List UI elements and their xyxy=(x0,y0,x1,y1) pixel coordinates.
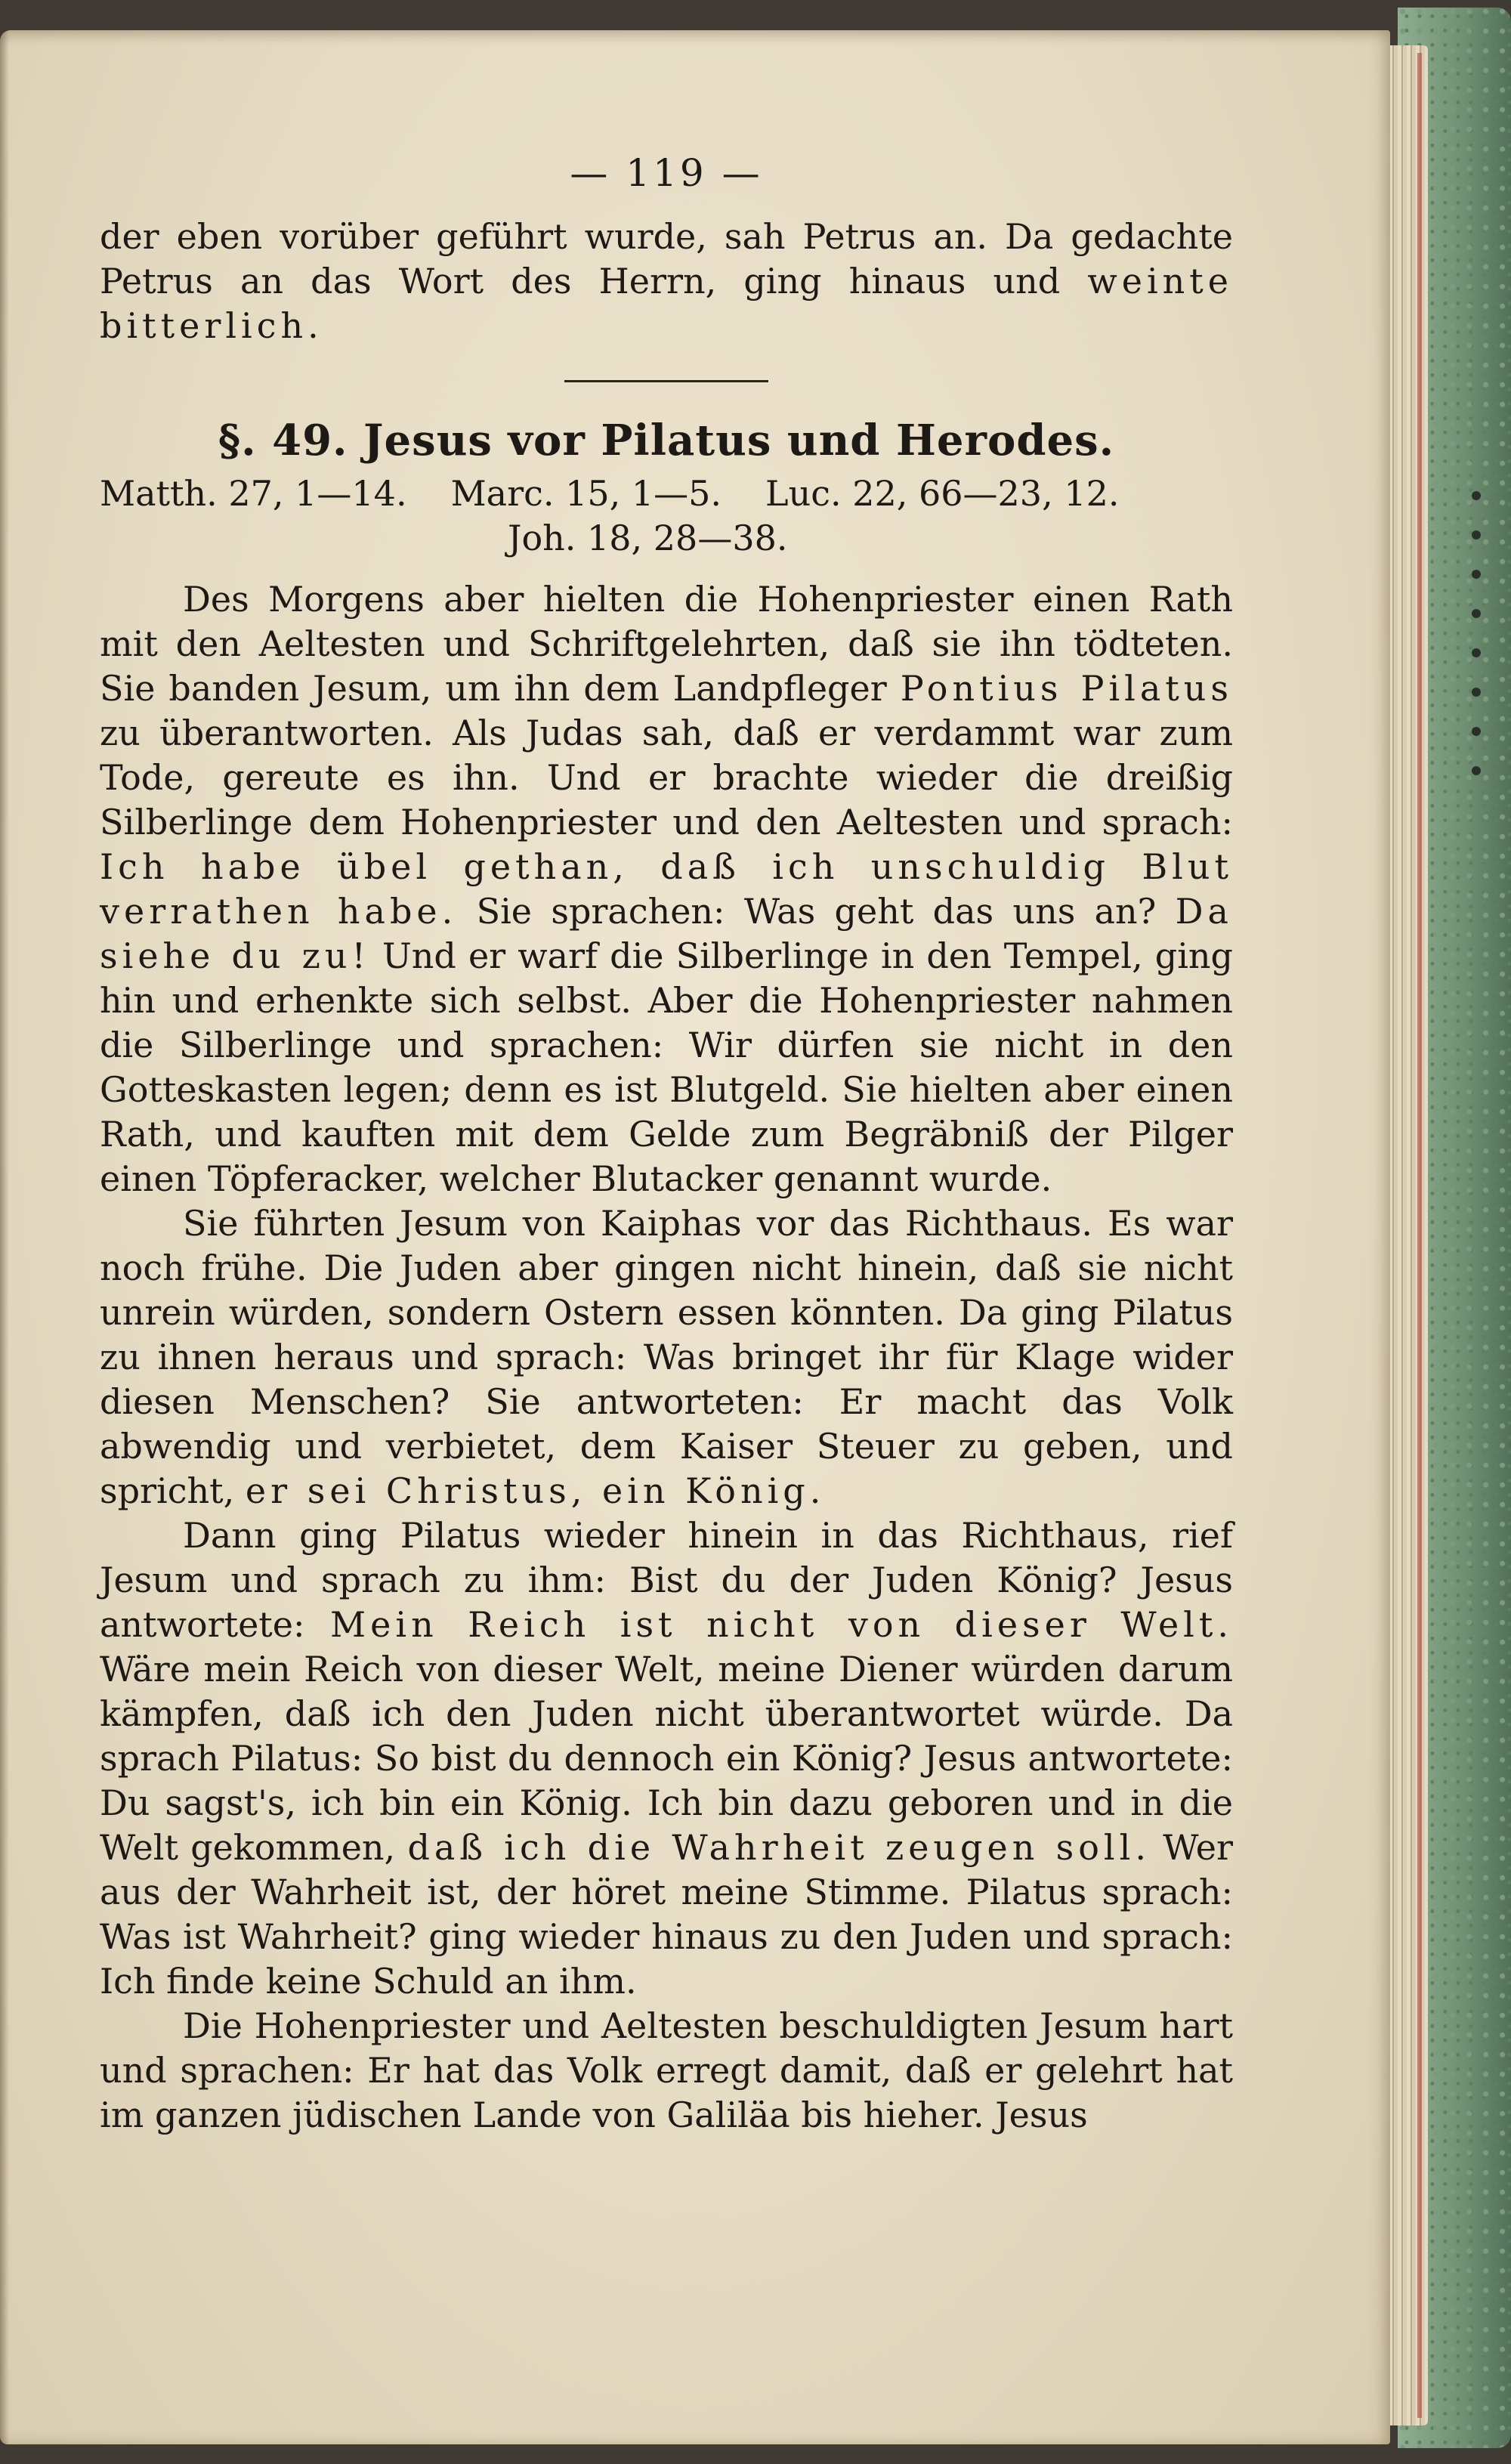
gutter-shadow xyxy=(0,30,9,2444)
paragraph-3-text-b: Wäre mein Reich von dieser Welt, meine Diener würden darum kämpfen, daß ich den Juden nicht überantwortet würde. Da sprach Pilatus: So bist du dennoch ein König? Jesus antwortete: Du sagst's, ich bin ein König. Ich bin dazu geboren und in die Welt gekommen, xyxy=(100,1649,1233,1868)
paragraph-2-text: Sie führten Jesum von Kaiphas vor das Richthaus. Es war noch frühe. Die Juden aber gingen nicht hinein, daß sie nicht unrein würden, sondern Ostern essen könnten. Da ging Pilatus zu ihnen heraus und sprach: Was bringet ihr für Klage wider diesen Menschen? Sie antworteten: Er macht das Volk abwendig und verbietet, dem Kaiser Steuer zu geben, und spricht, xyxy=(100,1203,1233,1511)
paragraph-1-quote-2: Da siehe du zu! xyxy=(100,891,1233,976)
page-number: — 119 — xyxy=(570,151,763,195)
paragraph-1-text-b: zu überantworten. Als Judas sah, daß er verdammt war zum Tode, gereute es ihn. Und er brachte wieder die dreißig Silberlinge dem Hohenpriester und den Aeltesten und sprach: xyxy=(100,713,1233,842)
reference-line-1 xyxy=(100,471,1233,516)
cover-dot-pattern xyxy=(1472,491,1482,775)
section-divider xyxy=(564,380,768,382)
reference-line-2 xyxy=(100,516,1233,561)
paragraph-1-quote-1: Ich habe übel gethan, daß ich unschuldig Blut verrathen habe. xyxy=(100,846,1233,932)
page-content xyxy=(100,151,1233,2138)
reference-john: Joh. 18, 28—38. xyxy=(508,518,788,558)
paragraph-1-name: Pontius Pilatus xyxy=(900,668,1234,709)
reference-mark: Marc. 15, 1—5. xyxy=(450,473,722,514)
paragraph-2-spaced: er sei Christus, ein König. xyxy=(245,1470,826,1511)
paragraph-1 xyxy=(100,577,1233,1201)
intro-text: der eben vorüber geführt wurde, sah Petrus an. Da gedachte Petrus an das Wort des Herrn, ging hinaus und xyxy=(100,216,1233,301)
reference-matthew: Matth. 27, 1—14. xyxy=(100,473,407,514)
paragraph-1-text-d: Und er warf die Silberlinge in den Tempel, ging hin und erhenkte sich selbst. Aber die Hohenpriester nahmen die Silberlinge und sprachen: Wir dürfen sie nicht in den Gotteskasten legen; denn es ist Blutgeld. Sie hielten aber einen Rath, und kauften mit dem Gelde zum Begräbniß der Pilger einen Töpferacker, welcher Blutacker genannt wurde. xyxy=(100,935,1233,1199)
intro-spaced-text: weinte bitterlich. xyxy=(100,261,1233,346)
intro-paragraph xyxy=(100,215,1233,348)
paragraph-1-text-c: Sie sprachen: Was geht das uns an? xyxy=(457,891,1176,932)
paragraph-3-spaced-2: daß ich die Wahrheit zeugen soll. xyxy=(407,1827,1151,1868)
paragraph-1-text-a: Des Morgens aber hielten die Hohenpriester einen Rath mit den Aeltesten und Schriftgelehrten, daß sie ihn tödteten. Sie banden Jesum, um ihn dem Landpfleger xyxy=(100,579,1233,709)
red-page-edge xyxy=(1417,53,1422,2418)
paragraph-3 xyxy=(100,1513,1233,2004)
scripture-references xyxy=(100,471,1233,561)
page-stack-edge xyxy=(1389,45,1428,2425)
paragraph-3-text-c: Wer aus der Wahrheit ist, der höret meine Stimme. Pilatus sprach: Was ist Wahrheit? ging wieder hinaus zu den Juden und sprach: Ich finde keine Schuld an ihm. xyxy=(100,1827,1233,2002)
reference-luke: Luc. 22, 66—23, 12. xyxy=(765,473,1120,514)
paragraph-3-spaced-1: Mein Reich ist nicht von dieser Welt. xyxy=(330,1604,1233,1645)
paragraph-2 xyxy=(100,1201,1233,1513)
section-heading: §. 49. Jesus vor Pilatus und Herodes. xyxy=(218,416,1115,465)
paragraph-3-text-a: Dann ging Pilatus wieder hinein in das Richthaus, rief Jesum und sprach zu ihm: Bist du der Juden König? Jesus antwortete: xyxy=(100,1515,1233,1645)
paragraph-4-text: Die Hohenpriester und Aeltesten beschuldigten Jesum hart und sprachen: Er hat das Volk erregt damit, daß er gelehrt hat im ganzen jüdischen Lande von Galiläa bis hieher. Jesus xyxy=(100,2005,1233,2135)
paragraph-4 xyxy=(100,2004,1233,2138)
